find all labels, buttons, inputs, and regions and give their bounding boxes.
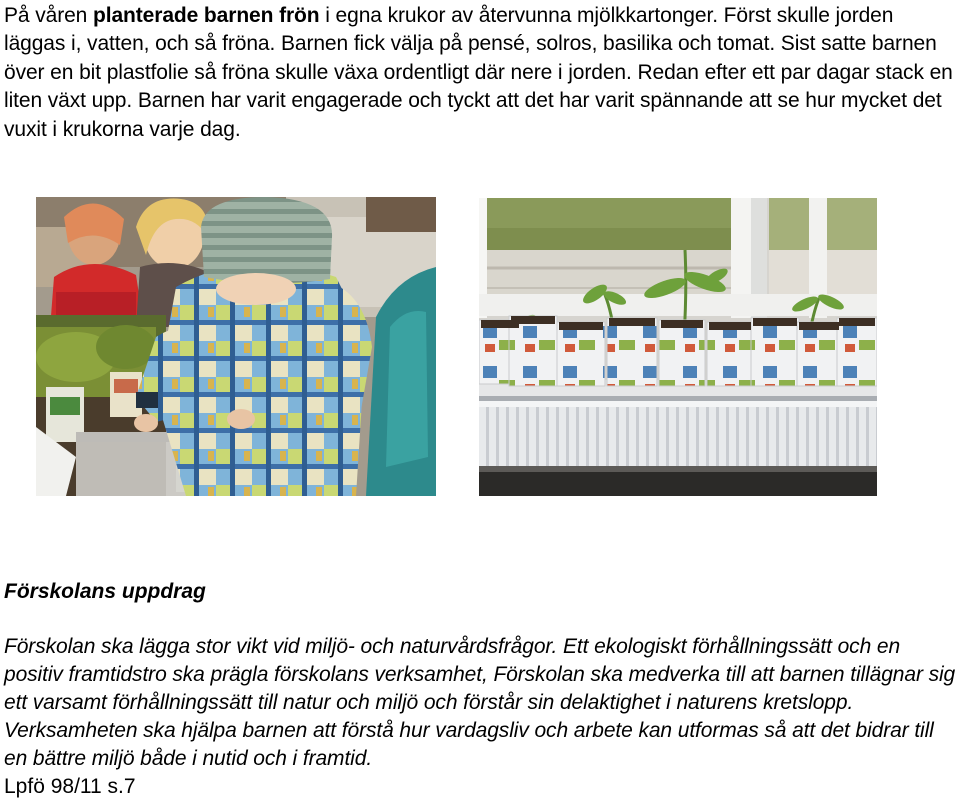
photo-window-seedlings bbox=[479, 198, 877, 496]
intro-bold-phrase: planterade barnen frön bbox=[93, 4, 320, 27]
intro-text-rest: i egna krukor av återvunna mjölkkartonger. Först skulle jorden läggas i, vatten, och så fröna. Barnen fick välja på pensé, solros, basilika och tomat. Sist satte barnen över en bit plastfolie så fröna skulle växa ordentligt där nere i jorden. Redan efter ett par dagar stack en liten växt upp. Barnen har varit engagerade och tyckt att det har varit spännande att se hur mycket det vuxit i krukorna varje dag. bbox=[4, 4, 953, 141]
curriculum-reference: Lpfö 98/11 s.7 bbox=[4, 775, 136, 798]
photo-children-planting bbox=[36, 197, 436, 496]
intro-paragraph bbox=[4, 2, 956, 144]
section-heading: Förskolans uppdrag bbox=[4, 580, 206, 603]
curriculum-quote: Förskolan ska lägga stor vikt vid miljö- och naturvårdsfrågor. Ett ekologiskt förhållningssätt och en positiv framtidstro ska prägla förskolans verksamhet, Förskolan ska medverka till att barnen tillägnar sig ett varsamt förhållningssätt till natur och miljö och förstår sin delaktighet i naturens kretslopp. Verksamheten ska hjälpa barnen att förstå hur vardagsliv och arbete kan utformas så att det bidrar till en bättre miljö både i nutid och i framtid. bbox=[4, 635, 956, 770]
intro-text-start: På våren bbox=[4, 4, 93, 27]
